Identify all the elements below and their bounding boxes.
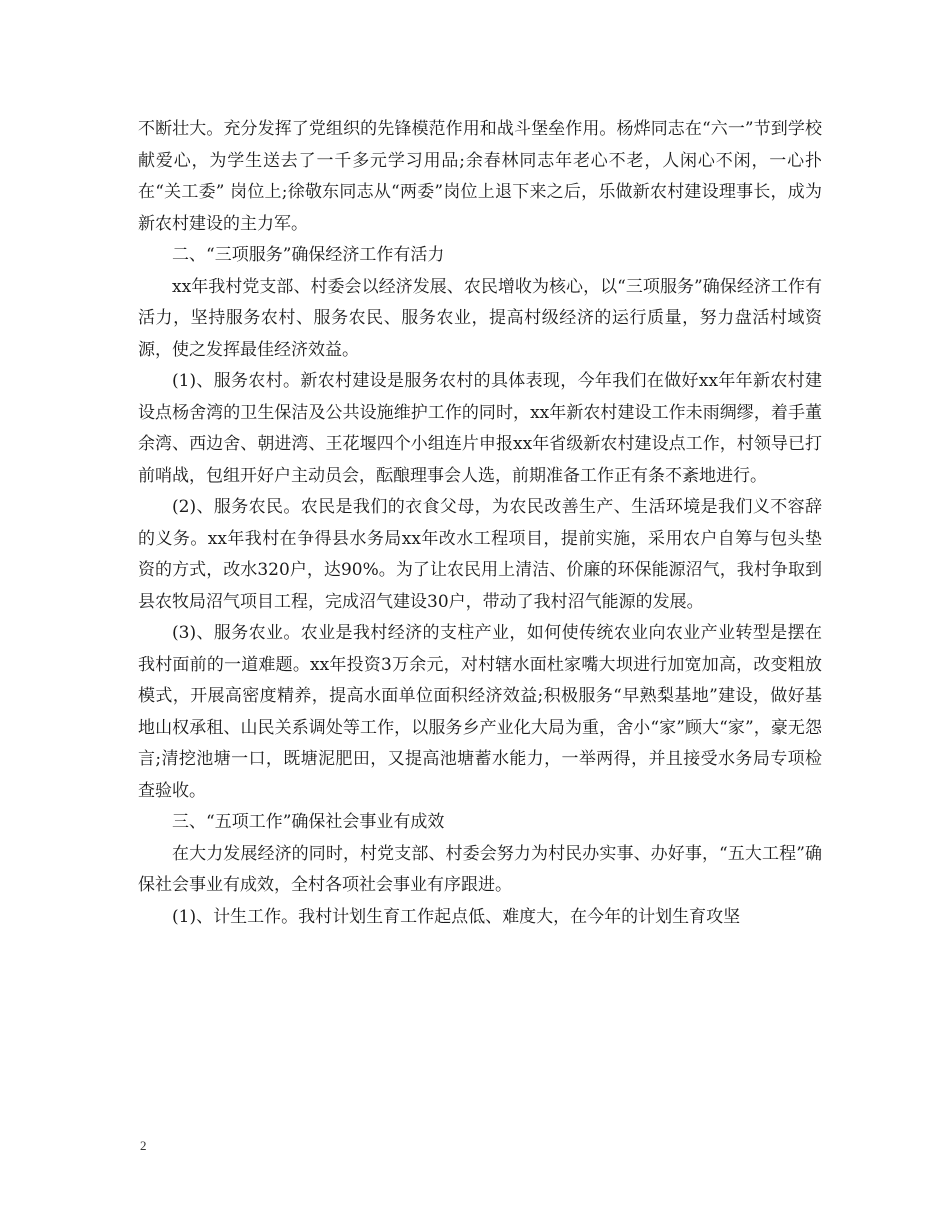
paragraph-family-planning: (1)、计生工作。我村计划生育工作起点低、难度大，在今年的计划生育攻坚 [172,906,741,927]
document-body [138,114,822,933]
paragraph-continuation: 不断壮大。充分发挥了党组织的先锋模范作用和战斗堡垒作用。杨烨同志在“六一”节到学校献爱心，为学生送去了一千多元学习用品;余春林同志年老心不老，人闲心不闲，一心扑在“关工委” 岗位上;徐敬东同志从“两委”岗位上退下来之后，乐做新农村建设理事长，成为新农村建设的主力军。 [138,119,822,234]
paragraph-serve-villages: (1)、服务农村。新农村建设是服务农村的具体表现，今年我们在做好xx年年新农村建设点杨舍湾的卫生保洁及公共设施维护工作的同时，xx年新农村建设工作未雨绸缪，着手董余湾、西边舍、朝进湾、王花堰四个小组连片申报xx年省级新农村建设点工作，村领导已打前哨战，包组开好户主动员会，酝酿理事会人选，前期准备工作正有条不紊地进行。 [138,371,822,486]
paragraph-serve-farmers: (2)、服务农民。农民是我们的衣食父母，为农民改善生产、生活环境是我们义不容辞的义务。xx年我村在争得县水务局xx年改水工程项目，提前实施，采用农户自筹与包头垫资的方式，改水320户，达90%。为了让农民用上清洁、价廉的环保能源沼气，我村争取到县农牧局沼气项目工程，完成沼气建设30户，带动了我村沼气能源的发展。 [138,497,822,612]
section-heading-two: 二、“三项服务”确保经济工作有活力 [172,245,445,265]
page-number: 2 [140,1138,147,1153]
paragraph-social-intro: 在大力发展经济的同时，村党支部、村委会努力为村民办实事、办好事，“五大工程”确保社会事业有成效，全村各项社会事业有序跟进。 [138,843,822,895]
section-heading-three: 三、“五项工作”确保社会事业有成效 [172,812,445,832]
paragraph-serve-agriculture: (3)、服务农业。农业是我村经济的支柱产业，如何使传统农业向农业产业转型是摆在我村面前的一道难题。xx年投资3万余元，对村辖水面杜家嘴大坝进行加宽加高，改变粗放模式，开展高密度精养，提高水面单位面积经济效益;积极服务“早熟梨基地”建设，做好基地山权承租、山民关系调处等工作，以服务乡产业化大局为重，舍小“家”顾大“家”，豪无怨言;清挖池塘一口，既塘泥肥田，又提高池塘蓄水能力，一举两得，并且接受水务局专项检查验收。 [138,623,822,801]
paragraph-economy-intro: xx年我村党支部、村委会以经济发展、农民增收为核心，以“三项服务”确保经济工作有活力，坚持服务农村、服务农民、服务农业，提高村级经济的运行质量，努力盘活村域资源，使之发挥最佳经济效益。 [138,276,822,360]
